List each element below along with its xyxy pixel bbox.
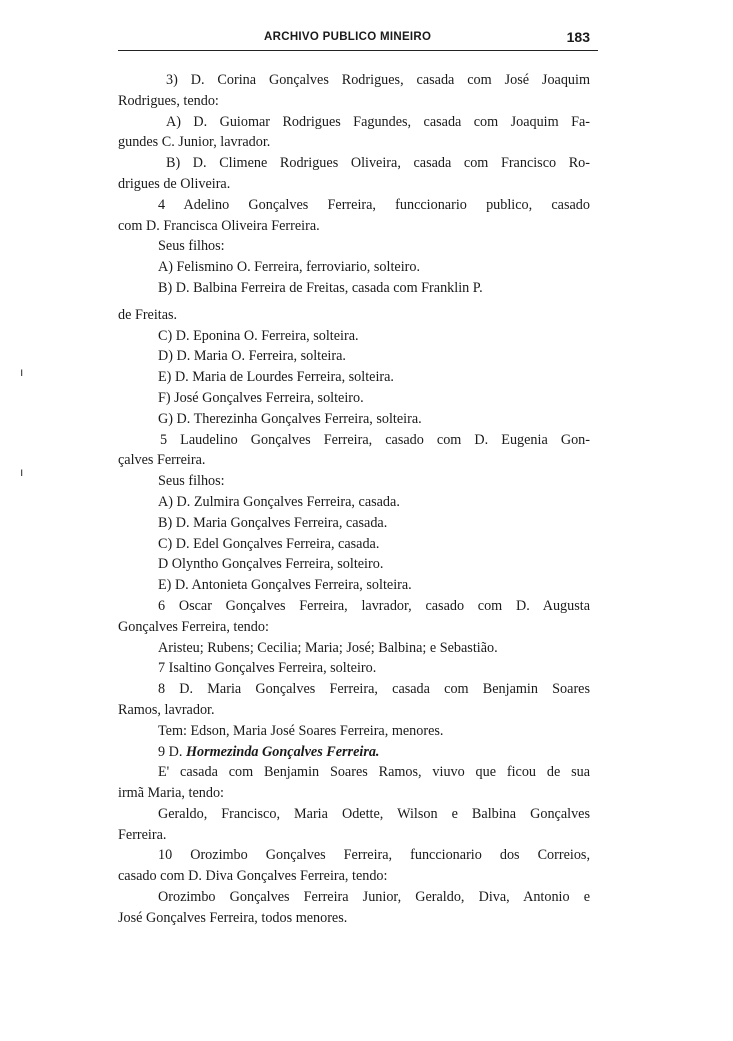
text-line: B) D. Maria Gonçalves Ferreira, casada.: [158, 514, 388, 531]
text-line: Orozimbo Gonçalves Ferreira Junior, Geraldo, Diva, Antonio e: [158, 889, 590, 906]
text-line: José Gonçalves Ferreira, todos menores.: [118, 909, 348, 926]
document-body: [118, 70, 590, 929]
text-line: com D. Francisca Oliveira Ferreira.: [118, 217, 320, 234]
text-line: E' casada com Benjamin Soares Ramos, viuvo que ficou de sua: [158, 764, 590, 781]
text-line: A) D. Zulmira Gonçalves Ferreira, casada.: [158, 493, 400, 510]
text-line: B) D. Climene Rodrigues Oliveira, casada com Francisco Ro-: [166, 155, 590, 172]
text-line: Gonçalves Ferreira, tendo:: [118, 618, 269, 635]
margin-mark: ı: [20, 465, 24, 479]
text-line: G) D. Therezinha Gonçalves Ferreira, solteira.: [158, 410, 422, 427]
running-header: [118, 28, 598, 48]
page-number: 183: [566, 29, 590, 45]
entry-prefix: 9 D.: [158, 743, 186, 760]
text-line: Aristeu; Rubens; Cecilia; Maria; José; Balbina; e Sebastião.: [158, 639, 498, 656]
text-line: irmã Maria, tendo:: [118, 785, 224, 802]
text-line: C) D. Eponina O. Ferreira, solteira.: [158, 327, 359, 344]
text-line: gundes C. Junior, lavrador.: [118, 134, 271, 151]
text-line: C) D. Edel Gonçalves Ferreira, casada.: [158, 535, 380, 552]
margin-mark: ı: [20, 365, 24, 379]
header-rule: [118, 50, 598, 51]
text-line: 5 Laudelino Gonçalves Ferreira, casado com D. Eugenia Gon-: [160, 431, 590, 448]
text-line: Rodrigues, tendo:: [118, 92, 219, 109]
header-title: ARCHIVO PUBLICO MINEIRO: [264, 31, 432, 43]
text-line: D Olyntho Gonçalves Ferreira, solteiro.: [158, 556, 384, 573]
text-line: 6 Oscar Gonçalves Ferreira, lavrador, casado com D. Augusta: [158, 597, 590, 614]
text-line: Ramos, lavrador.: [118, 701, 215, 718]
text-line: E) D. Maria de Lourdes Ferreira, solteira.: [158, 369, 394, 386]
text-line: drigues de Oliveira.: [118, 175, 231, 192]
text-line: D) D. Maria O. Ferreira, solteira.: [158, 348, 346, 365]
text-line: 3) D. Corina Gonçalves Rodrigues, casada com José Joaquim: [166, 72, 590, 88]
text-line: 7 Isaltino Gonçalves Ferreira, solteiro.: [158, 660, 377, 677]
text-line: B) D. Balbina Ferreira de Freitas, casada com Franklin P.: [158, 279, 483, 296]
text-line: de Freitas.: [118, 306, 178, 323]
text-line: A) Felismino O. Ferreira, ferroviario, solteiro.: [158, 259, 421, 276]
entry-name-italic: Hormezinda Gonçalves Ferreira.: [185, 743, 380, 760]
text-line: F) José Gonçalves Ferreira, solteiro.: [158, 389, 364, 406]
text-line: 8 D. Maria Gonçalves Ferreira, casada com Benjamin Soares: [158, 681, 590, 698]
text-line: 4 Adelino Gonçalves Ferreira, funccionario publico, casado: [158, 196, 590, 213]
text-line: çalves Ferreira.: [118, 452, 206, 469]
text-line: A) D. Guiomar Rodrigues Fagundes, casada com Joaquim Fa-: [166, 113, 590, 130]
text-line: E) D. Antonieta Gonçalves Ferreira, solteira.: [158, 577, 412, 594]
text-line: Seus filhos:: [158, 238, 225, 255]
text-line: Geraldo, Francisco, Maria Odette, Wilson e Balbina Gonçalves: [158, 805, 590, 822]
text-line: Ferreira.: [118, 826, 167, 843]
text-line: 10 Orozimbo Gonçalves Ferreira, funccionario dos Correios,: [158, 847, 590, 864]
text-line: casado com D. Diva Gonçalves Ferreira, tendo:: [118, 868, 388, 885]
text-line: Seus filhos:: [158, 473, 225, 490]
text-line: Tem: Edson, Maria José Soares Ferreira, menores.: [158, 722, 444, 739]
text-line: [118, 742, 590, 763]
